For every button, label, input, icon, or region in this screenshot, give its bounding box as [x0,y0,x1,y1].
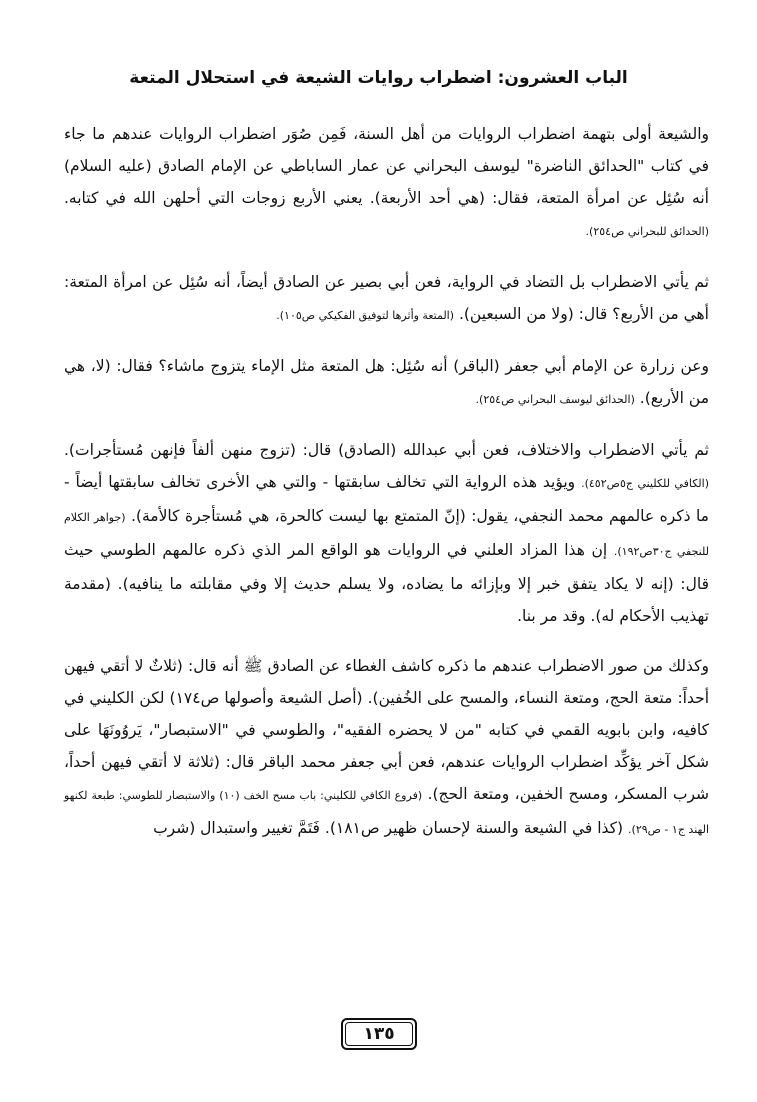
paragraph-3 [64,350,709,416]
paragraph-2-reference: (المتعة وأثرها لتوفيق الفكيكي ص١٠٥). [276,309,455,322]
paragraph-4-text: ثم يأتي الاضطراب والاختلاف، فعن أبي عبدالله (الصادق) قال: (تزوج منهن ألفاً فإنهن مُستأجرات). [64,441,709,459]
paragraph-5-text: وكذلك من صور الاضطراب عندهم ما ذكره كاشف الغطاء عن الصادق ﷺ أنه قال: (ثلاثٌ لا أتقي فيهن أحداً: متعة الحج، ومتعة النساء، والمسح على الخُفين). (أصل الشيعة وأصولها ص١٧٤) لكن الكليني في كافيه، وابن بابويه القمي في كتابه "من لا يحضره الفقيه"، والطوسي في "الاستبصار"، يَروُونَهَا على شكل آخر يؤكِّد اضطراب الروايات عندهم، فعن أبي جعفر محمد الباقر قال: (ثلاثة لا أتقي فيهن أحداً، شرب المسكر، ومسح الخفين، ومتعة الحج). [64,657,710,803]
paragraph-4-reference: (الكافي للكليني ج٥ص٤٥٢). [581,477,709,490]
paragraph-1-reference: (الحدائق للبحراني ص٢٥٤). [585,225,709,238]
paragraph-5 [64,650,709,846]
paragraph-5-text-continued: (كذا في الشيعة والسنة لإحسان ظهير ص١٨١). فَتَمَّ تغيير واستبدال (شرب [153,819,624,837]
body-text [64,118,709,864]
chapter-heading: الباب العشرون: اضطراب روايات الشيعة في استحلال المتعة [129,68,628,88]
page-number: ١٣٥ [363,1024,395,1044]
paragraph-4-text-continued: ويؤيد هذه الرواية التي تخالف سابقتها - والتي هي الأخرى تخالف سابقتها أيضاً - ما ذكره عالمهم محمد النجفي، يقول: (إنّ المتمتع بها ليست كالحرة، هي مُستأجرة كالأمة). [64,473,709,525]
paragraph-3-text: وعن زرارة عن الإمام أبي جعفر (الباقر) أنه سُئِل: هل المتعة مثل الإماء يتزوج ماشاء؟ فقال: (لا، هي من الأربع). [64,357,709,407]
paragraph-1-text: والشيعة أولى بتهمة اضطراب الروايات من أهل السنة، فَمِن صُوَر اضطراب الروايات عندهم ما جاء في كتاب "الحدائق الناضرة" ليوسف البحراني عن عمار الساباطي عن الإمام الصادق (عليه السلام) أنه سُئِل عن امرأة المتعة، فقال: (هي أحد الأربعة). يعني الأربع زوجات التي أحلهن الله في كتابه. [64,125,709,207]
paragraph-4-reference-2: (جواهر الكلام للنجفي ج٣٠ص١٩٢). [64,511,709,558]
paragraph-1 [64,118,709,248]
paragraph-3-reference: (الحدائق ليوسف البحراني ص٢٥٤). [475,393,635,406]
paragraph-4-text-final: إن هذا المزاد العلني في الروايات هو الواقع المر الذي ذكره عالمهم الطوسي حيث قال: (إنه لا يكاد يتفق خبر إلا وبإزائه ما يضاده، ولا يسلم حديث إلا وفي مقابلته ما ينافيه). (مقدمة تهذيب الأحكام له). وقد مر بنا. [64,541,709,625]
page-number-inner-border [345,1022,413,1046]
paragraph-2 [64,266,709,332]
paragraph-2-text: ثم يأتي الاضطراب بل التضاد في الرواية، فعن أبي بصير عن الصادق أيضاً، أنه سُئِل عن امرأة المتعة: أهي من الأربع؟ قال: (ولا من السبعين). [64,273,709,323]
paragraph-5-reference: (فروع الكافي للكليني: باب مسح الخف (١٠) والاستبصار للطوسي: طبعة لكنهو الهند ج١ - ص٢٩). [64,789,709,836]
paragraph-4 [64,434,709,632]
page-number-frame [341,1018,417,1050]
